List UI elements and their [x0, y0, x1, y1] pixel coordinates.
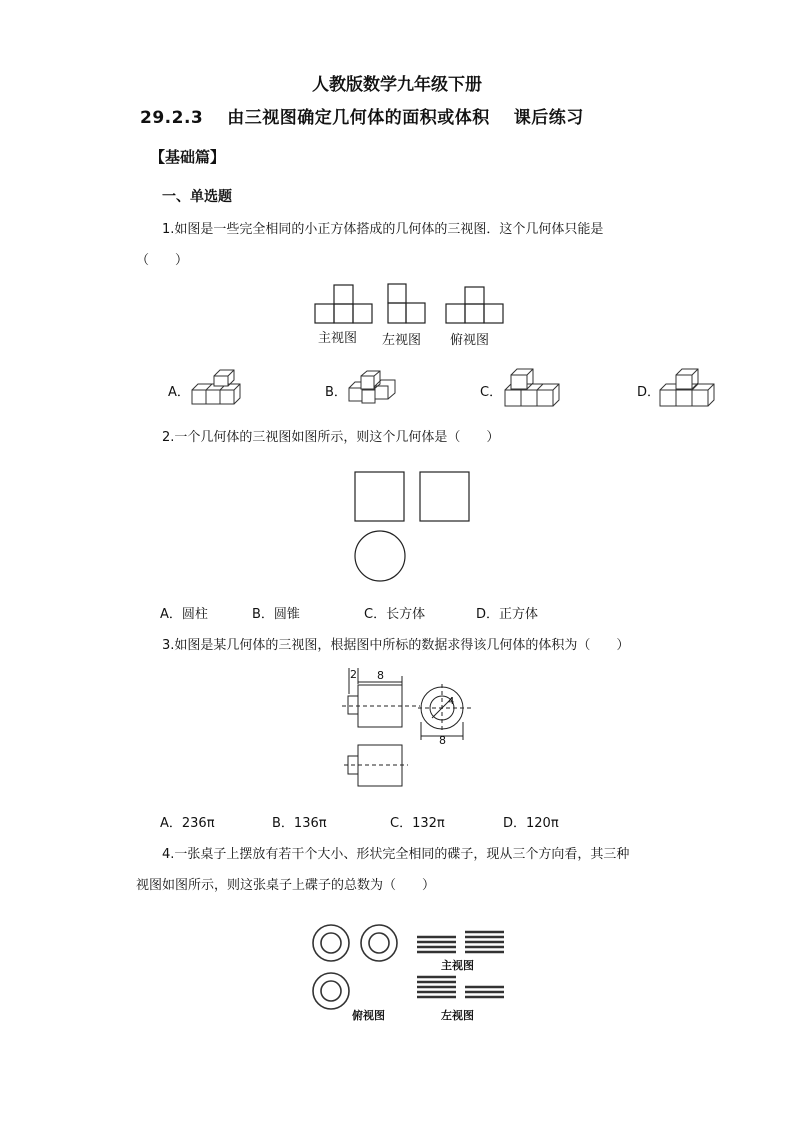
- question-1-three-views: [310, 280, 510, 355]
- question-3-option-b[interactable]: B．136π: [272, 816, 327, 831]
- question-4-three-views: [300, 915, 520, 1027]
- document-title: 人教版数学九年级下册: [312, 75, 482, 95]
- view-label-left-q4: 左视图: [441, 1009, 474, 1022]
- view-label-top: 俯视图: [450, 333, 490, 348]
- option-c-cube-figure: [500, 368, 560, 410]
- question-3-three-views: [340, 664, 480, 790]
- lesson-heading: [140, 103, 584, 128]
- question-4-text: 4.一张桌子上摆放有若干个大小、形状完全相同的碟子，现从三个方向看，其三种: [162, 847, 630, 862]
- question-3-option-c[interactable]: C．132π: [390, 816, 445, 831]
- side-view-square: [420, 472, 469, 521]
- lesson-title: 由三视图确定几何体的面积或体积: [227, 108, 490, 128]
- view-label-left: 左视图: [382, 333, 422, 348]
- question-2-option-a[interactable]: A．圆柱: [160, 607, 208, 622]
- view-label-top-q4: 俯视图: [352, 1009, 385, 1022]
- dimension-label-2: 2: [350, 668, 357, 681]
- option-d-cube-figure: [656, 368, 716, 410]
- option-b-cube-figure: [343, 370, 403, 410]
- question-3-option-d[interactable]: D．120π: [503, 816, 559, 831]
- question-2-option-b[interactable]: B．圆锥: [252, 607, 300, 622]
- question-2-text: 2.一个几何体的三视图如图所示，则这个几何体是（ ）: [162, 430, 500, 445]
- section-single-choice: 一、单选题: [162, 189, 232, 205]
- question-3-text: 3.如图是某几何体的三视图，根据图中所标的数据求得该几何体的体积为（ ）: [162, 638, 630, 653]
- dimension-label-4: 4: [448, 696, 455, 707]
- section-basic: 【基础篇】: [150, 148, 226, 166]
- lesson-number: 29.2.3: [140, 108, 204, 128]
- question-2-option-d[interactable]: D．正方体: [476, 607, 539, 622]
- question-1-option-a[interactable]: A．: [168, 385, 190, 400]
- lesson-type: 课后练习: [513, 108, 584, 128]
- question-2-option-c[interactable]: C．长方体: [364, 607, 426, 622]
- option-a-cube-figure: [188, 368, 244, 410]
- question-1-option-b[interactable]: B．: [325, 385, 347, 400]
- question-3-option-a[interactable]: A．236π: [160, 816, 215, 831]
- question-1-text-line2: （ ）: [136, 253, 189, 268]
- view-label-front-q4: 主视图: [441, 959, 474, 972]
- top-view-circle: [355, 531, 405, 581]
- question-1-option-d[interactable]: D．: [637, 385, 661, 400]
- question-2-three-views: [350, 468, 475, 588]
- dimension-label-8-top: 8: [377, 669, 384, 682]
- front-view-square: [355, 472, 404, 521]
- question-4-text-line2: 视图如图所示，则这张桌子上碟子的总数为（ ）: [136, 878, 436, 893]
- view-label-front: 主视图: [318, 331, 358, 346]
- question-1-text: 1.如图是一些完全相同的小正方体搭成的几何体的三视图．这个几何体只能是: [162, 222, 604, 237]
- dimension-label-8-side: 8: [439, 734, 446, 747]
- question-1-option-c[interactable]: C．: [480, 385, 503, 400]
